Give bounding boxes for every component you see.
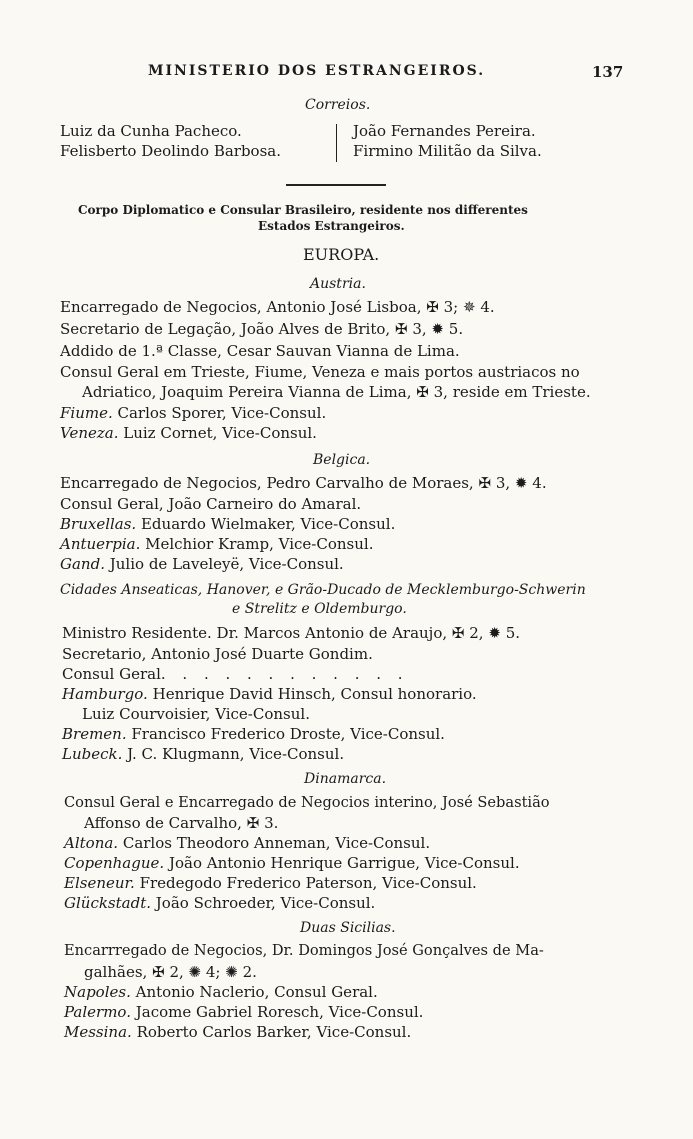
duas-sicilias-line-4: Palermo. Jacome Gabriel Roresch, Vice-Consul.: [64, 1003, 424, 1021]
belgica-line-1: Encarregado de Negocios, Pedro Carvalho de Moraes, ✠ 3, ✹ 4.: [60, 474, 547, 492]
duas-sicilias-line-1: Encarrregado de Negocios, Dr. Domingos José Gonçalves de Ma-: [64, 942, 544, 959]
correios-left-1: Luiz da Cunha Pacheco.: [60, 122, 242, 140]
hanseaticas-heading-2: e Strelitz e Oldemburgo.: [232, 601, 407, 617]
belgica-line-3: Bruxellas. Eduardo Wielmaker, Vice-Consul.: [60, 515, 396, 533]
order-cross-icon: ✠: [451, 624, 465, 642]
order-medal-icon: ✹: [488, 624, 501, 642]
column-divider: [336, 124, 337, 162]
order-cross-icon: ✠: [478, 474, 492, 492]
duas-sicilias-heading: Duas Sicilias.: [300, 920, 396, 936]
dinamarca-line-3: Altona. Carlos Theodoro Anneman, Vice-Consul.: [64, 834, 431, 852]
corpo-title-2: Estados Estrangeiros.: [258, 219, 405, 233]
dinamarca-heading: Dinamarca.: [304, 771, 387, 787]
dinamarca-line-2: Affonso de Carvalho, ✠ 3.: [84, 814, 279, 832]
correios-left-2: Felisberto Deolindo Barbosa.: [60, 142, 282, 160]
hanseaticas-line-1: Ministro Residente. Dr. Marcos Antonio de Araujo, ✠ 2, ✹ 5.: [62, 624, 521, 642]
order-medal-icon: ✹: [431, 320, 444, 338]
austria-heading: Austria.: [310, 276, 366, 292]
austria-line-4: Consul Geral em Trieste, Fiume, Veneza e mais portos austriacos no: [60, 363, 580, 381]
austria-line-6: Fiume. Carlos Sporer, Vice-Consul.: [60, 404, 327, 422]
order-cross-icon: ✠: [426, 298, 439, 316]
order-star-icon: ✵: [463, 298, 476, 316]
dinamarca-line-1: Consul Geral e Encarregado de Negocios interino, José Sebastião: [64, 794, 550, 811]
duas-sicilias-line-5: Messina. Roberto Carlos Barker, Vice-Consul.: [64, 1023, 412, 1041]
order-cross-icon: ✠: [152, 963, 165, 981]
order-cross-icon: ✠: [394, 320, 408, 338]
order-medal-icon: ✹: [514, 474, 528, 492]
austria-line-5: Adriatico, Joaquim Pereira Vianna de Lima, ✠ 3, reside em Trieste.: [82, 383, 591, 401]
belgica-line-5: Gand. Julio de Laveleyë, Vice-Consul.: [60, 555, 344, 573]
belgica-line-4: Antuerpia. Melchior Kramp, Vice-Consul.: [60, 535, 374, 553]
order-rose-icon: ✺: [188, 963, 202, 981]
hanseaticas-heading-1: Cidades Anseaticas, Hanover, e Grão-Ducado de Mecklemburgo-Schwerin: [60, 582, 586, 598]
page-number: 137: [592, 63, 624, 81]
dinamarca-line-5: Elseneur. Fredegodo Frederico Paterson, Vice-Consul.: [64, 874, 477, 892]
austria-line-2: Secretario de Legação, João Alves de Brito, ✠ 3, ✹ 5.: [60, 320, 464, 338]
correios-right-2: Firmino Militão da Silva.: [353, 142, 542, 160]
dinamarca-line-6: Glückstadt. João Schroeder, Vice-Consul.: [64, 894, 376, 912]
duas-sicilias-line-3: Napoles. Antonio Naclerio, Consul Geral.: [64, 983, 378, 1001]
order-cross-icon: ✠: [246, 814, 260, 832]
order-rose-icon: ✺: [225, 963, 238, 981]
corpo-title-1: Corpo Diplomatico e Consular Brasileiro, residente nos differentes: [78, 203, 528, 217]
hanseaticas-line-2: Secretario, Antonio José Duarte Gondim.: [62, 645, 373, 663]
section-rule: [286, 184, 386, 186]
hanseaticas-line-6: Bremen. Francisco Frederico Droste, Vice-Consul.: [62, 725, 445, 743]
austria-line-3: Addido de 1.ª Classe, Cesar Sauvan Vianna de Lima.: [60, 342, 460, 360]
dinamarca-line-4: Copenhague. João Antonio Henrique Garrigue, Vice-Consul.: [64, 854, 520, 872]
order-cross-icon: ✠: [416, 383, 429, 401]
hanseaticas-line-4: Hamburgo. Henrique David Hinsch, Consul honorario.: [62, 685, 477, 703]
austria-line-7: Veneza. Luiz Cornet, Vice-Consul.: [60, 424, 317, 442]
belgica-heading: Belgica.: [313, 452, 371, 468]
belgica-line-2: Consul Geral, João Carneiro do Amaral.: [60, 495, 362, 513]
hanseaticas-line-7: Lubeck. J. C. Klugmann, Vice-Consul.: [62, 745, 345, 763]
austria-line-1: Encarregado de Negocios, Antonio José Lisboa, ✠ 3; ✵ 4.: [60, 298, 495, 316]
running-title: MINISTERIO DOS ESTRANGEIROS.: [148, 63, 486, 79]
correios-right-1: João Fernandes Pereira.: [353, 122, 536, 140]
europa-heading: EUROPA.: [303, 245, 380, 264]
correios-heading: Correios.: [305, 97, 371, 113]
hanseaticas-line-5: Luiz Courvoisier, Vice-Consul.: [82, 705, 310, 723]
hanseaticas-line-3: Consul Geral. . . . . . . . . . . .: [62, 665, 409, 683]
duas-sicilias-line-2: galhães, ✠ 2, ✺ 4; ✺ 2.: [84, 963, 257, 981]
